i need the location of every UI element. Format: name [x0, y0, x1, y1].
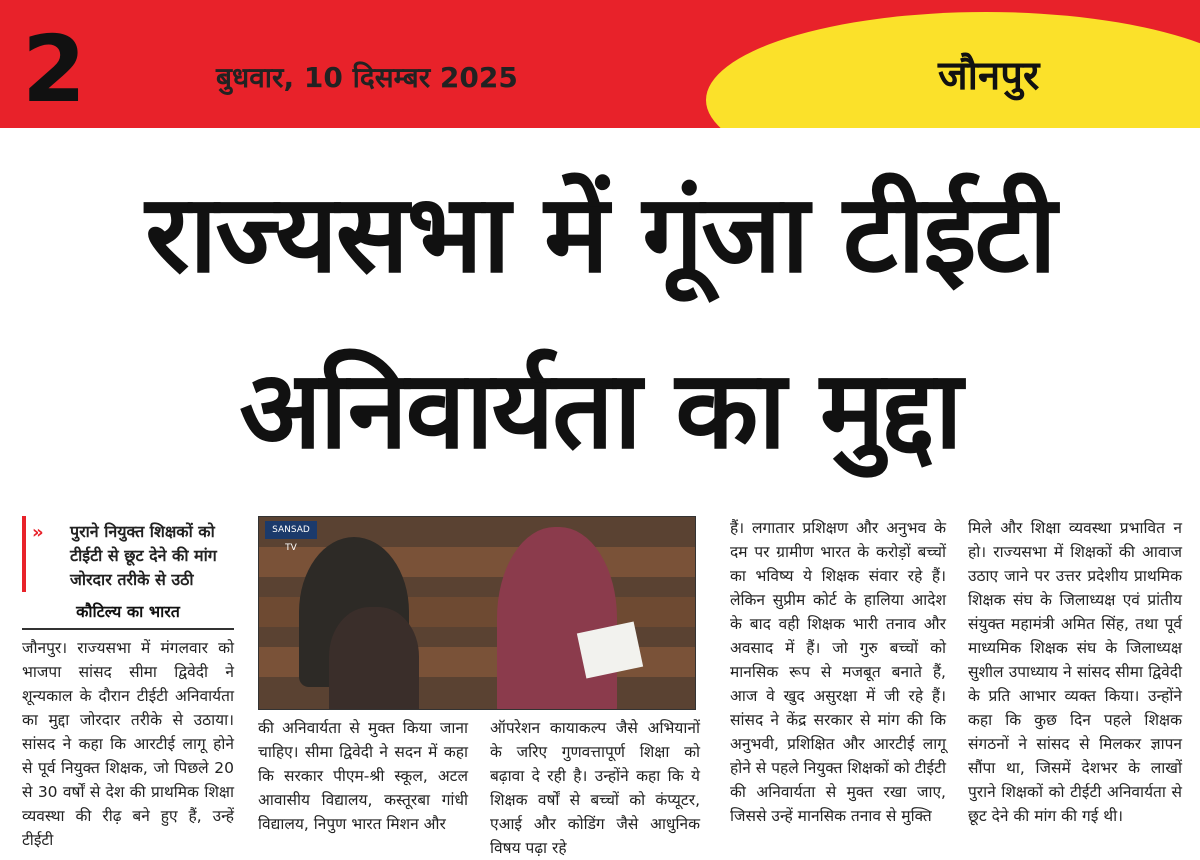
headline-line-2: अनिवार्यता का मुद्दा: [239, 348, 961, 473]
article-column-3: ऑपरेशन कायाकल्प जैसे अभियानों के जरिए गुणवत्तापूर्ण शिक्षा को बढ़ावा दे रही है। उन्होंने कहा कि ये शिक्षक वर्षों से बच्चों को कंप्यूटर, एआई और कोडिंग जैसे आधुनिक विषय पढ़ा रहे: [490, 719, 700, 857]
masthead: [0, 0, 1200, 128]
page-number: 2: [22, 16, 87, 123]
pull-quote-text: पुराने नियुक्त शिक्षकों को टीईटी से छूट देने की मांग जोरदार तरीके से उठी: [70, 522, 217, 589]
article-column-4: हैं। लगातार प्रशिक्षण और अनुभव के दम पर ग्रामीण भारत के करोड़ों बच्चों का भविष्य ये शिक्षक संवार रहे हैं। लेकिन सुप्रीम कोर्ट के हालिया आदेश के बाद वही शिक्षक भारी तनाव और अवसाद में हैं। जो गुरु बच्चों को मानसिक रूप से मजबूत बनाते हैं, आज वे खुद असुरक्षा में जी रहे हैं। सांसद ने केंद्र सरकार से मांग की कि अनुभवी, प्रशिक्षित और आरटीई लागू होने से पहले नियुक्त शिक्षकों को टीईटी की अनिवार्यता से मुक्त रखा जाए, जिससे उन्हें मानसिक तनाव से मुक्ति: [730, 519, 946, 825]
pull-quote: [22, 516, 238, 592]
article-column-1: जौनपुर। राज्यसभा में मंगलवार को भाजपा सांसद सीमा द्विवेदी ने शून्यकाल के दौरान टीईटी अनिवार्यता का मुद्दा जोरदार तरीके से उठाया। सांसद ने कहा कि आरटीई लागू होने से पूर्व नियुक्त शिक्षक, जो पिछले 20 से 30 वर्षों से देश की प्राथमिक शिक्षा व्यवस्था की रीढ़ बने हुए हैं, उन्हें टीईटी: [22, 639, 234, 849]
city-name: जौनपुर: [938, 53, 1040, 99]
byline: कौटिल्य का भारत: [22, 600, 234, 630]
issue-date: बुधवार, 10 दिसम्बर 2025: [216, 61, 518, 94]
news-photo: [258, 516, 696, 710]
headline-line-1: राज्यसभा में गूंजा टीईटी: [145, 172, 1055, 297]
article-column-2: की अनिवार्यता से मुक्त किया जाना चाहिए। सीमा द्विवेदी ने सदन में कहा कि सरकार पीएम-श्री स्कूल, अटल आवासीय विद्यालय, कस्तूरबा गांधी विद्यालय, निपुण भारत मिशन और: [258, 719, 468, 833]
channel-logo: SANSAD TV: [265, 521, 317, 539]
article-column-5: मिले और शिक्षा व्यवस्था प्रभावित न हो। राज्यसभा में शिक्षकों की आवाज उठाए जाने पर उत्तर प्रदेशीय प्राथमिक शिक्षक संघ के जिलाध्यक्ष एवं प्रांतीय संयुक्त महामंत्री अमित सिंह, तथा पूर्व माध्यमिक शिक्षक संघ के जिलाध्यक्ष सुशील उपाध्याय ने सांसद सीमा द्विवेदी के प्रति आभार व्यक्त किया। उन्होंने कहा कि कुछ दिन पहले शिक्षक संगठनों ने सांसद से मिलकर ज्ञापन सौंपा था, जिसमें देशभर के लाखों पुराने शिक्षकों को टीईटी अनिवार्यता से छूट देने की मांग की गई थी।: [968, 519, 1182, 825]
double-chevron-icon: »: [32, 522, 44, 543]
